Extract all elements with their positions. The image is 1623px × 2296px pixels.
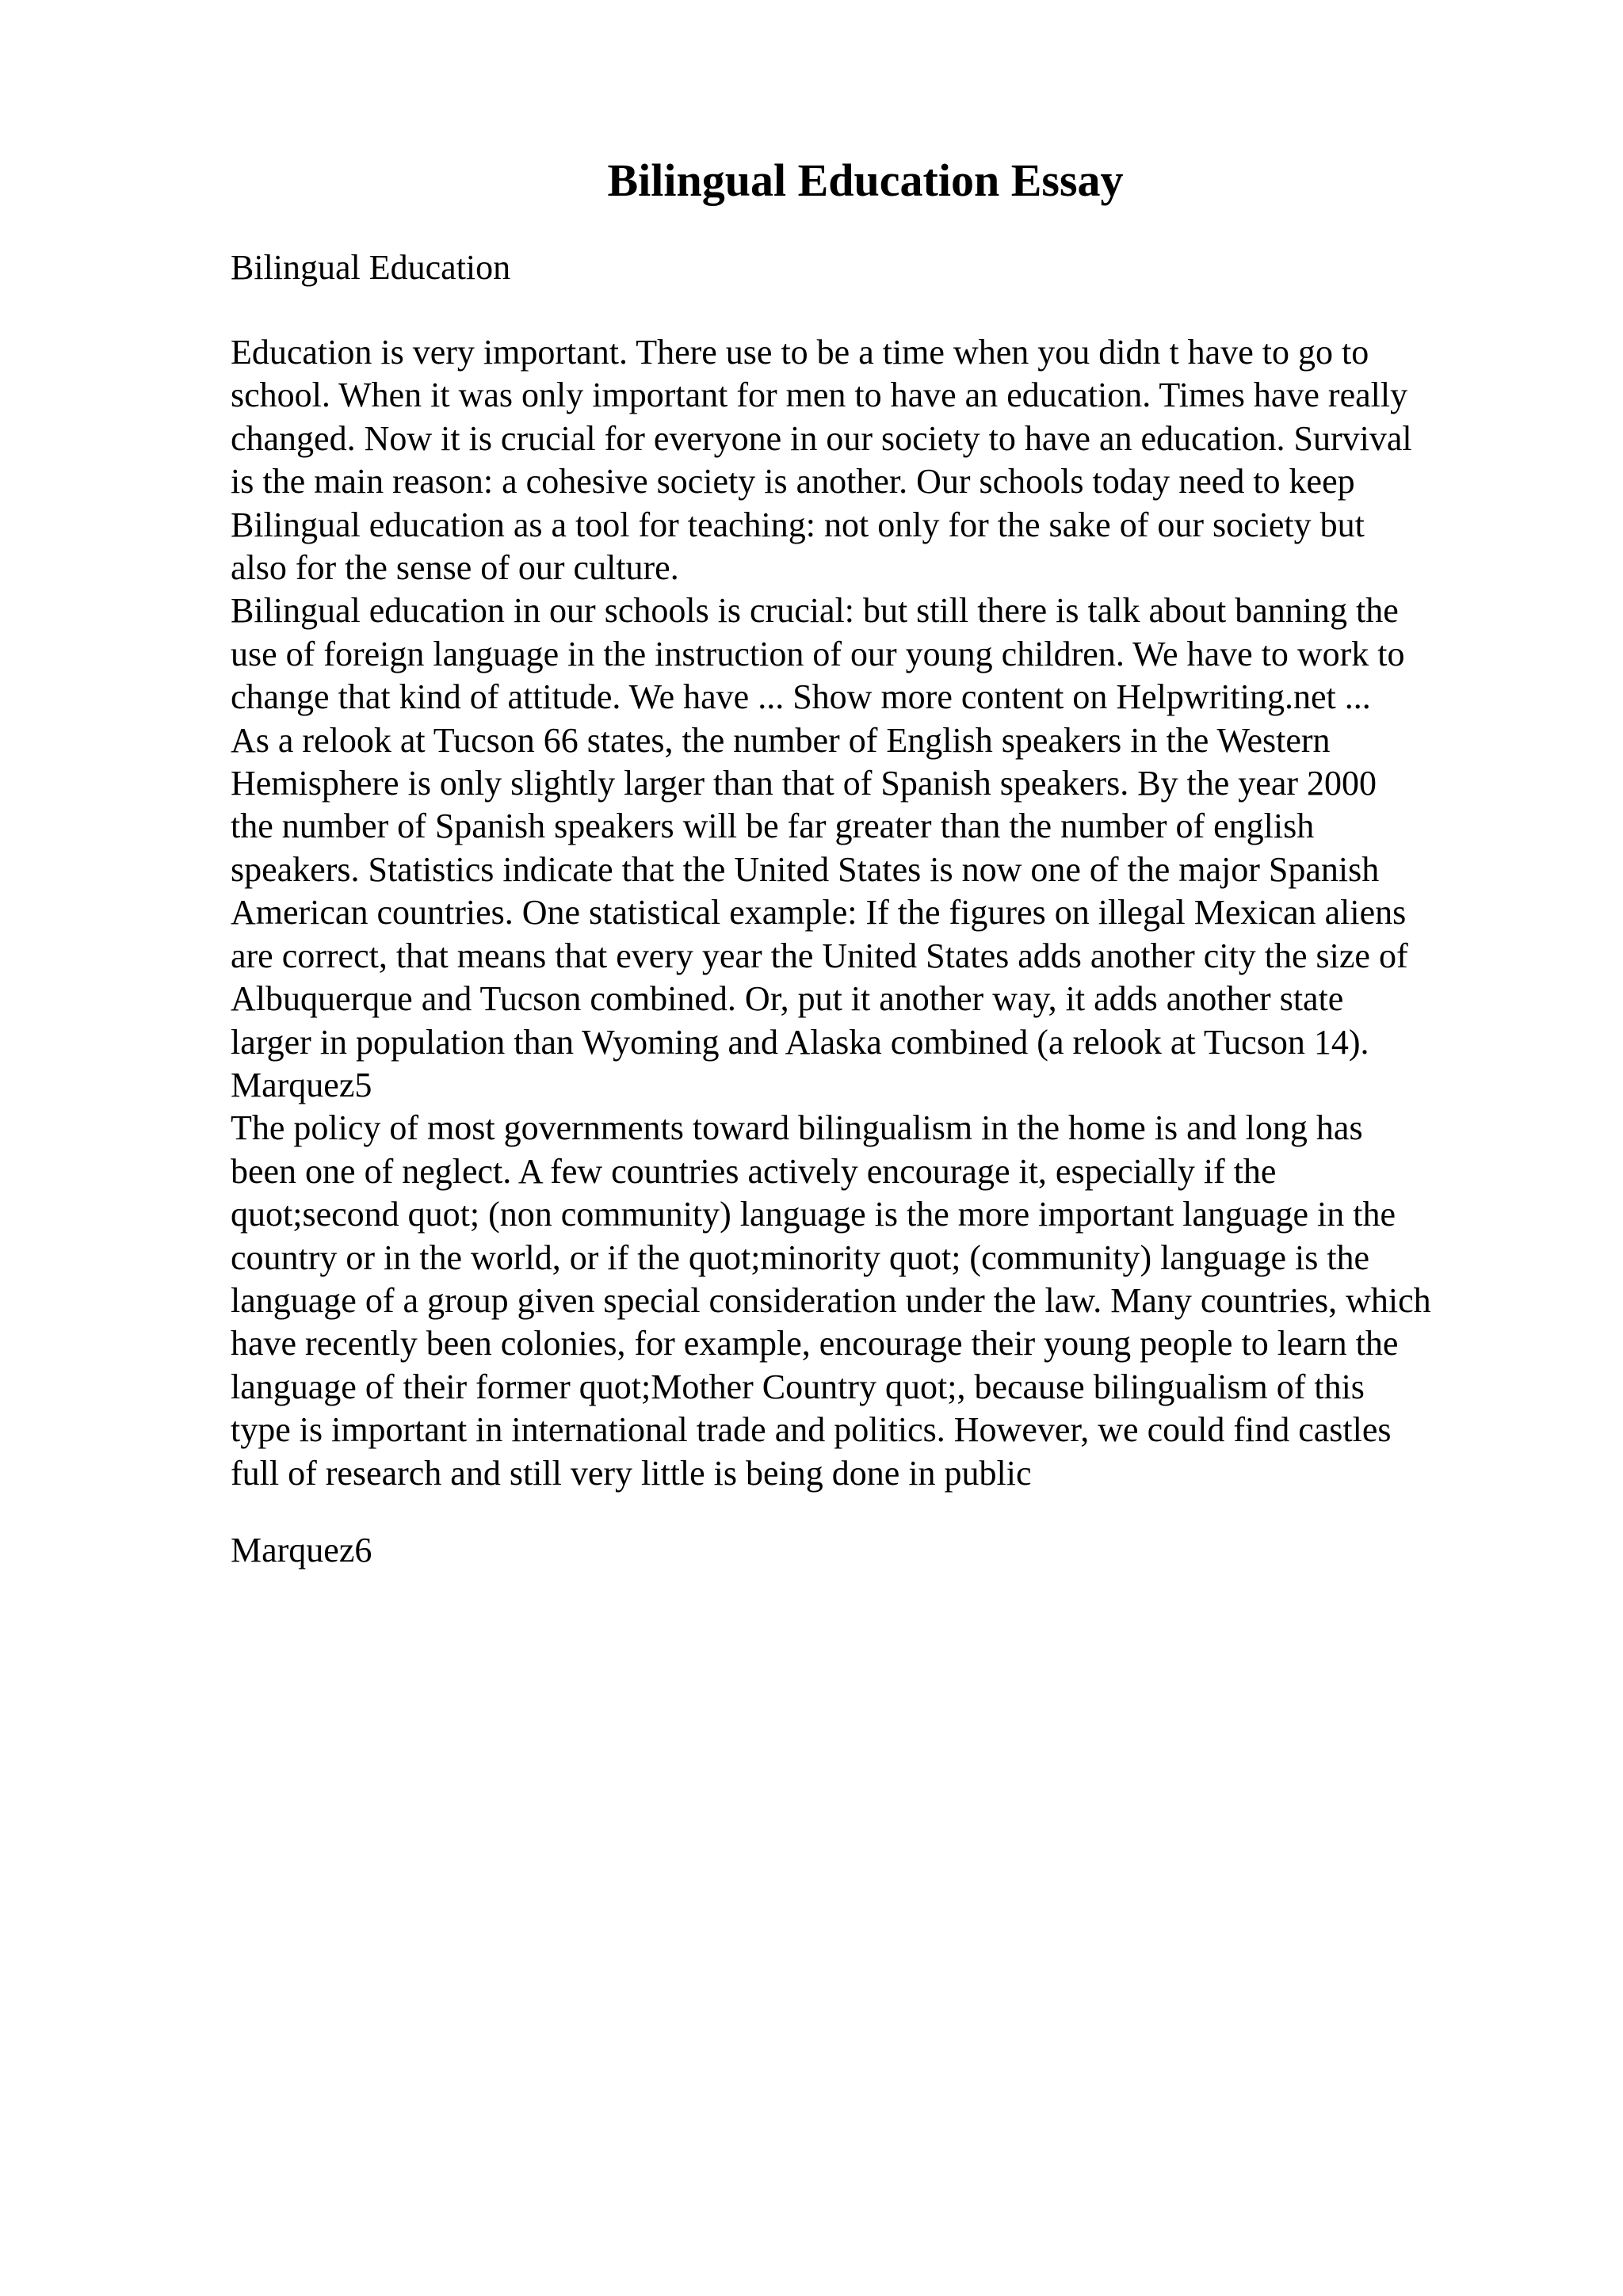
body-line: the number of Spanish speakers will be far greater than the number of english	[231, 807, 1315, 846]
body-line: country or in the world, or if the quot;minority quot; (community) language is the	[231, 1238, 1370, 1277]
body-line: Albuquerque and Tucson combined. Or, put it another way, it adds another state	[231, 979, 1344, 1019]
document-title: Bilingual Education Essay	[607, 154, 1124, 206]
body-line: Hemisphere is only slightly larger than that of Spanish speakers. By the year 2000	[231, 764, 1377, 803]
body-line: change that kind of attitude. We have ... Show more content on Helpwriting.net ...	[231, 677, 1371, 717]
document-subtitle: Bilingual Education	[231, 248, 511, 287]
body-line: Education is very important. There use to be a time when you didn t have to go to	[231, 333, 1369, 372]
body-line: school. When it was only important for men to have an education. Times have really	[231, 376, 1408, 415]
body-line: language of their former quot;Mother Country quot;, because bilingualism of this	[231, 1367, 1365, 1406]
body-line: have recently been colonies, for example, encourage their young people to learn the	[231, 1324, 1399, 1363]
body-line: type is important in international trade and politics. However, we could find castles	[231, 1410, 1392, 1450]
body-line: full of research and still very little is being done in public	[231, 1453, 1032, 1493]
body-line: As a relook at Tucson 66 states, the number of English speakers in the Western	[231, 720, 1331, 760]
body-line: changed. Now it is crucial for everyone in our society to have an education. Survival	[231, 418, 1412, 458]
body-line: speakers. Statistics indicate that the United States is now one of the major Spanish	[231, 849, 1380, 889]
body-line: Bilingual education as a tool for teaching: not only for the sake of our society but	[231, 505, 1365, 544]
body-line: language of a group given special consideration under the law. Many countries, which	[231, 1280, 1431, 1320]
document-body	[231, 331, 1431, 1495]
body-line: also for the sense of our culture.	[231, 548, 679, 588]
body-line: larger in population than Wyoming and Alaska combined (a relook at Tucson 14).	[231, 1022, 1369, 1062]
body-line: quot;second quot; (non community) language is the more important language in the	[231, 1195, 1396, 1234]
body-line: Bilingual education in our schools is crucial: but still there is talk about banning the	[231, 591, 1399, 631]
body-line: are correct, that means that every year the United States adds another city the size of	[231, 936, 1408, 975]
document-signoff: Marquez6	[231, 1531, 372, 1569]
body-line: is the main reason: a cohesive society is another. Our schools today need to keep	[231, 462, 1355, 502]
body-line: The policy of most governments toward bilingualism in the home is and long has	[231, 1108, 1363, 1148]
body-line: been one of neglect. A few countries actively encourage it, especially if the	[231, 1151, 1277, 1191]
body-line: Marquez5	[231, 1065, 372, 1104]
body-line: American countries. One statistical example: If the figures on illegal Mexican aliens	[231, 893, 1407, 933]
body-line: use of foreign language in the instruction of our young children. We have to work to	[231, 634, 1405, 673]
